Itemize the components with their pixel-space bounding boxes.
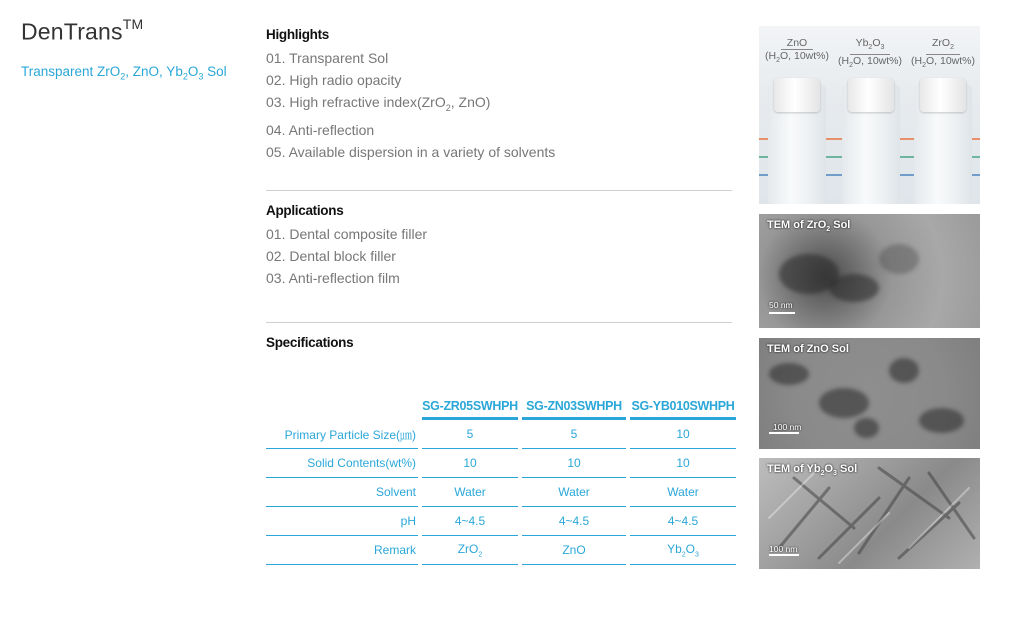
table-cell [422,536,518,565]
tagline-sub: 3 [198,71,204,82]
table-cell: ZnO [522,536,626,565]
application-item: 01. Dental composite filler [266,226,428,242]
tem-label-sub: 3 [833,470,837,478]
highlight-item [266,91,732,119]
highlight-text: , ZnO) [450,94,491,110]
tem-zro2-image [759,214,980,328]
tagline-text: Sol [203,64,227,79]
vial-cap [848,78,894,112]
application-item: 02. Dental block filler [266,248,396,264]
table-cell: Water [422,478,518,507]
tem-label-text: Sol [830,219,851,231]
scale-bar [769,312,795,314]
tagline-text: Transparent ZrO [21,64,121,79]
row-label: Solid Contents(wt%) [266,449,418,478]
particle-cluster [889,358,919,383]
particle-cluster [829,274,879,302]
highlight-sub: 2 [445,102,451,113]
vial-zro2 [914,84,972,204]
vial-cap [920,78,966,112]
vial-caption-top: ZnO [781,37,813,50]
vial-caption-text: ZrO [932,37,951,49]
vial-caption-sub: 3 [880,44,885,52]
scale-label: 100 nm [769,544,798,554]
vials-photo [759,26,980,204]
vial-caption-sub: 2 [868,44,873,52]
table-cell: 10 [630,449,736,478]
table-cell: 4~4.5 [630,507,736,536]
vial-caption [761,37,833,67]
highlights-section [266,27,732,163]
vial-caption-bottom: (H [910,55,923,68]
table-cell: 10 [522,449,626,478]
specifications-section [266,335,732,355]
column-header: SG-ZN03SWHPH [522,395,626,420]
product-name: DenTrans [21,18,123,45]
vial-caption-top [850,37,891,55]
particle-cluster [879,244,919,274]
remark-text: Yb [667,541,682,556]
tem-yb2o3-image [759,458,980,569]
tem-label-text: Sol [836,463,858,475]
vial-caption-text: Yb [855,37,869,49]
vial-caption-top [926,37,960,55]
table-cell: 5 [522,420,626,449]
scale-label: 100 nm [773,422,802,432]
row-label: Remark [266,536,418,565]
row-label: pH [266,507,418,536]
table-row [266,507,736,536]
vial-caption-sub: 2 [849,62,853,70]
vial-caption-sub: 2 [776,57,780,65]
table-cell: 4~4.5 [422,507,518,536]
vial-caption [834,37,906,72]
remark-text: O [685,541,696,556]
section-divider [266,322,732,323]
highlights-heading: Highlights [266,27,329,42]
highlight-text: 03. High refractive index(ZrO [266,94,446,110]
vial-caption-bottom: (H [764,50,777,62]
applications-heading: Applications [266,203,344,218]
tagline-text: , ZnO, Yb [125,64,183,79]
table-cell: 10 [630,420,736,449]
tem-label: TEM of ZnO Sol [767,343,849,355]
vial-caption-bottom: O, 10wt%) [925,55,975,68]
remark-sub: 3 [695,551,699,559]
scale-label: 50 nm [769,300,793,310]
scale-bar [769,554,799,556]
table-cell: 10 [422,449,518,478]
highlight-item: 02. High radio opacity [266,72,402,88]
table-cell: 5 [422,420,518,449]
vial-cap [774,78,820,112]
tem-label [767,219,850,233]
tem-label-sub: 2 [820,470,825,478]
tem-label-sub: 2 [826,226,831,234]
vial-caption-bottom: O, 10wt%) [852,55,902,68]
vial-caption-sub: 2 [922,62,926,70]
remark-sub: 2 [478,551,483,559]
vial-zno [768,84,826,204]
tagline-sub: 2 [182,71,188,82]
particle-cluster [854,418,879,438]
row-label: Solvent [266,478,418,507]
trademark: TM [122,16,144,32]
remark-sub: 2 [681,551,686,559]
table-cell [630,536,736,565]
specifications-heading: Specifications [266,335,354,350]
highlight-item: 04. Anti-reflection [266,121,375,138]
tem-label-text: O [824,463,834,475]
table-header-row [266,395,736,420]
product-title [21,18,143,46]
tem-label [767,463,857,477]
table-header-blank [266,395,418,420]
vial-caption-text: O [872,37,881,49]
column-header: SG-YB010SWHPH [630,395,736,420]
remark-text: ZrO [457,541,479,556]
particle-cluster [769,363,809,385]
table-row [266,420,736,449]
tagline-text: O [187,64,199,79]
column-header: SG-ZR05SWHPH [422,395,518,420]
vial-caption [907,37,979,72]
particle-cluster [819,388,869,418]
tem-zno-image [759,338,980,449]
application-item: 03. Anti-reflection film [266,270,400,286]
particle-cluster [919,408,964,433]
vial-caption-bottom: O, 10wt%) [779,50,829,62]
applications-section [266,203,732,289]
specifications-table [262,395,740,565]
table-row [266,449,736,478]
highlight-item: 05. Available dispersion in a variety of solvents [266,143,556,160]
table-cell: Water [630,478,736,507]
tem-label-text: TEM of ZrO [767,219,827,231]
row-label: Primary Particle Size(㎛) [266,420,418,449]
scale-bar [769,432,799,434]
tagline-sub: 2 [120,71,126,82]
table-row [266,536,736,565]
tem-label-text: TEM of Yb [767,463,821,475]
vial-yb2o3 [842,84,900,204]
vial-caption-sub: 2 [950,44,954,52]
table-cell: Water [522,478,626,507]
table-row [266,478,736,507]
section-divider [266,190,732,191]
product-tagline [21,64,227,82]
highlight-item: 01. Transparent Sol [266,50,389,66]
table-cell: 4~4.5 [522,507,626,536]
vial-caption-bottom: (H [837,55,850,68]
